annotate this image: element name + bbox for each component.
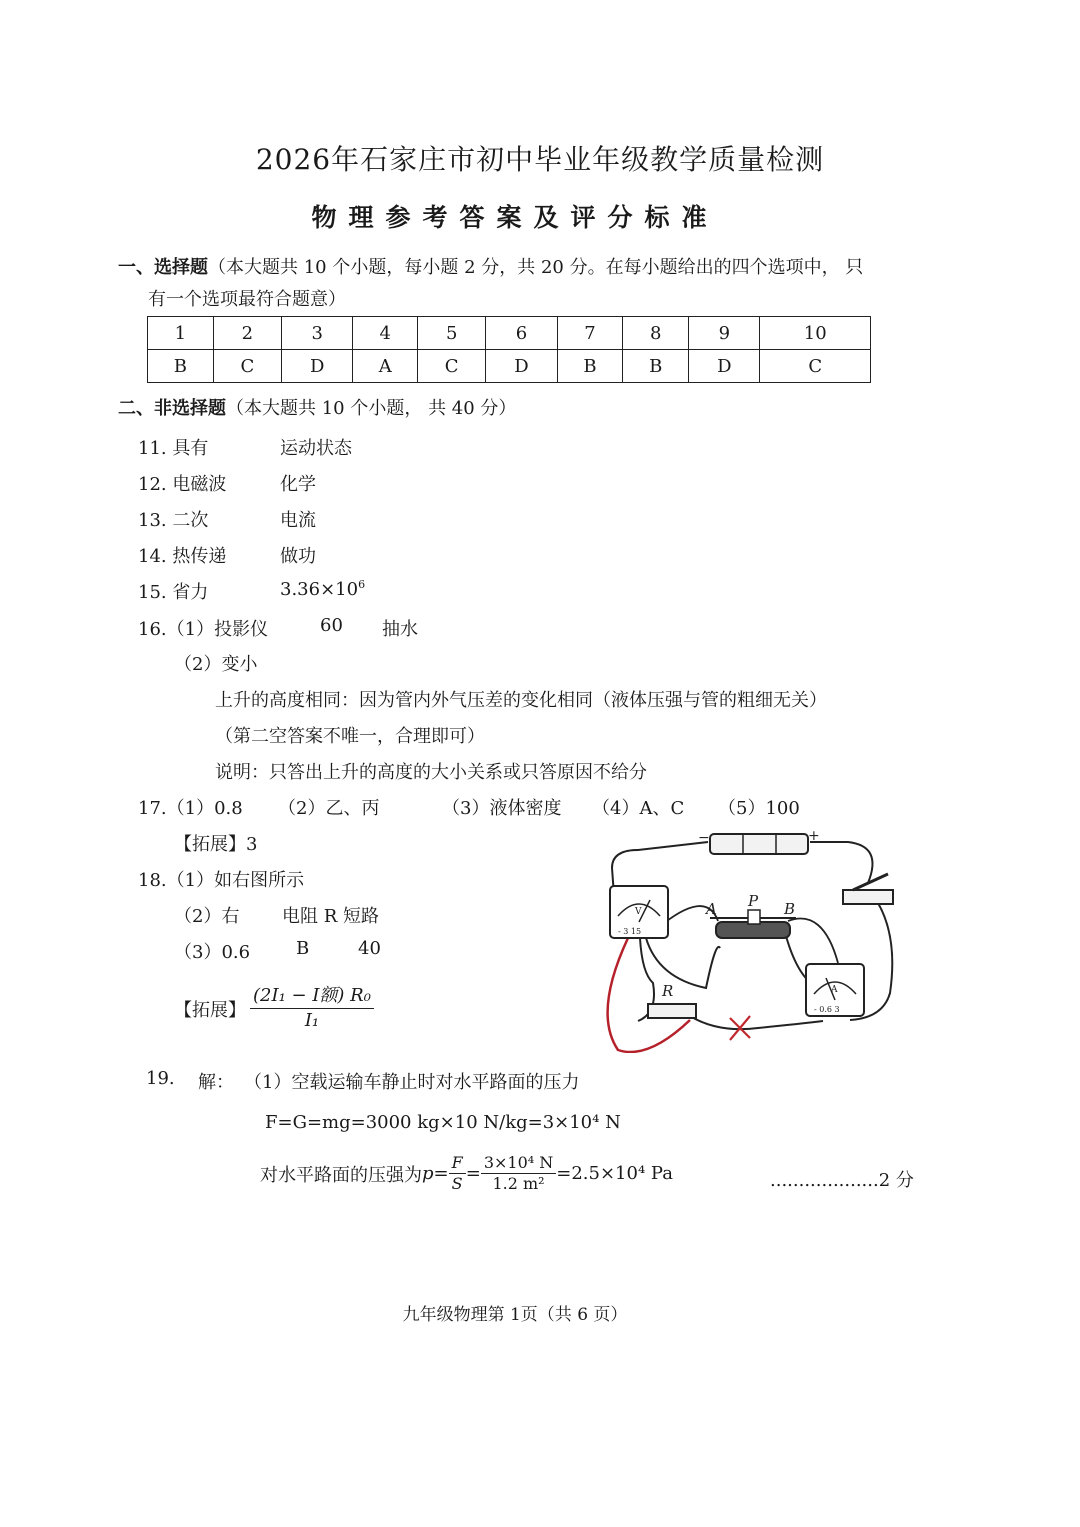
q19-l2: F=G=mg=3000 kg×10 N/kg=3×10⁴ N xyxy=(265,1112,621,1133)
ammeter-symbol: A xyxy=(831,985,838,995)
q19-l3-f-den: S xyxy=(451,1174,463,1193)
q19-jie: 解： xyxy=(198,1072,234,1093)
wire xyxy=(690,1016,823,1029)
table-cell: 9 xyxy=(689,317,760,350)
q18-p2b: 电阻 R 短路 xyxy=(282,906,379,927)
q19-l3 xyxy=(260,1153,673,1194)
page-subtitle: 物理参考答案及评分标准 xyxy=(311,203,719,232)
table-cell: C xyxy=(418,350,486,383)
q18-p2a: （2）右 xyxy=(174,906,240,927)
q12-a: 12. 电磁波 xyxy=(138,474,227,495)
answer-table xyxy=(147,316,871,383)
q15-exp: 6 xyxy=(358,578,366,591)
q19-l3-fraction-fs xyxy=(449,1153,466,1194)
rheostat-label-b: B xyxy=(784,900,796,918)
table-cell: 3 xyxy=(282,317,353,350)
q16-l1: 上升的高度相同：因为管内外气压差的变化相同（液体压强与管的粗细无关） xyxy=(215,690,827,711)
section1-desc-line1: （本大题共 10 个小题，每小题 2 分，共 20 分。在每小题给出的四个选项中， 只 xyxy=(208,257,864,278)
table-cell: 1 xyxy=(148,317,214,350)
q18-p3a: （3）0.6 xyxy=(174,942,251,963)
q17-p4: （4）A、C xyxy=(592,798,685,819)
battery-minus: − xyxy=(698,830,710,846)
q16-p2: （2）变小 xyxy=(174,654,258,675)
rheostat-slider xyxy=(748,910,760,924)
q16-p1c: 抽水 xyxy=(382,619,418,640)
table-cell: A xyxy=(353,350,418,383)
table-cell: 4 xyxy=(353,317,418,350)
table-cell: B xyxy=(557,350,623,383)
wire xyxy=(646,938,720,988)
section2-heading: 二、非选择题 xyxy=(118,398,226,419)
page-title: 2026年石家庄市初中毕业年级教学质量检测 xyxy=(255,143,825,176)
q12-b: 化学 xyxy=(280,474,316,495)
table-cell: 7 xyxy=(557,317,623,350)
q17-p2: （2）乙、丙 xyxy=(278,798,380,819)
q18-ext-label: 【拓展】 xyxy=(174,999,246,1021)
table-cell: C xyxy=(760,350,871,383)
table-cell: 2 xyxy=(213,317,281,350)
q14-b: 做功 xyxy=(280,546,316,567)
switch xyxy=(843,890,893,904)
q18-ext-numerator: (2I₁ − I额) R₀ xyxy=(250,984,374,1009)
q19-l3-pre: 对水平路面的压强为 xyxy=(260,1164,422,1186)
q18-ext-fraction xyxy=(250,984,374,1033)
table-cell: 10 xyxy=(760,317,871,350)
circuit-diagram xyxy=(598,828,928,1053)
q17-p1: 17.（1）0.8 xyxy=(138,798,243,819)
q18-p1: 18.（1）如右图所示 xyxy=(138,870,305,891)
rheostat-label-a: A xyxy=(706,900,717,918)
table-cell: 6 xyxy=(486,317,557,350)
q16-l2: （第二空答案不唯一，合理即可） xyxy=(215,726,485,747)
section2-heading-row xyxy=(118,394,516,420)
section1-heading-row xyxy=(118,253,863,279)
q15-value: 3.36×10 xyxy=(280,579,359,600)
q17-ext: 【拓展】3 xyxy=(174,834,258,855)
q19-score: ...................2 分 xyxy=(770,1170,914,1191)
q11-b: 运动状态 xyxy=(280,438,352,459)
resistor-label: R xyxy=(662,982,674,1000)
table-cell: D xyxy=(282,350,353,383)
red-wire xyxy=(608,938,690,1052)
q17-p5: （5）100 xyxy=(718,798,800,819)
table-cell: D xyxy=(486,350,557,383)
table-cell: B xyxy=(623,350,689,383)
q19-l3-p: p= xyxy=(422,1163,449,1184)
q18-p3c: 40 xyxy=(358,938,381,959)
q19-l3-fraction-values xyxy=(481,1153,556,1194)
voltmeter-marks: - 3 15 xyxy=(618,927,642,936)
q18-p3b: B xyxy=(296,938,310,959)
q16-l3: 说明：只答出上升的高度的大小关系或只答原因不给分 xyxy=(215,762,647,783)
voltmeter-symbol: V xyxy=(635,907,642,917)
q19-l3-res: =2.5×10⁴ Pa xyxy=(556,1163,673,1184)
resistor xyxy=(648,1004,696,1018)
wire xyxy=(788,919,838,963)
q15-b xyxy=(280,578,365,600)
q18-ext-denominator: I₁ xyxy=(304,1010,320,1031)
table-cell: 5 xyxy=(418,317,486,350)
section2-desc: （本大题共 10 个小题， 共 40 分） xyxy=(226,398,517,419)
answer-table-number-row xyxy=(148,317,871,350)
q13-a: 13. 二次 xyxy=(138,510,209,531)
q18-ext xyxy=(174,984,374,1033)
q19-l1: （1）空载运输车静止时对水平路面的压力 xyxy=(244,1072,580,1093)
q17-p3: （3）液体密度 xyxy=(442,798,562,819)
battery-plus: + xyxy=(808,828,820,844)
table-cell: 8 xyxy=(623,317,689,350)
table-cell: C xyxy=(213,350,281,383)
page-footer: 九年级物理第 1页（共 6 页） xyxy=(402,1305,628,1325)
section1-desc-line2: 有一个选项最符合题意） xyxy=(148,289,346,310)
q16-p1b: 60 xyxy=(320,615,343,636)
answer-table-answer-row xyxy=(148,350,871,383)
table-cell: D xyxy=(689,350,760,383)
q16-p1: 16.（1）投影仪 xyxy=(138,619,269,640)
rheostat-label-p: P xyxy=(748,892,759,910)
q19-l3-num: 3×10⁴ N xyxy=(481,1153,556,1174)
q19-l3-den: 1.2 m² xyxy=(492,1174,545,1193)
q19-num: 19. xyxy=(146,1068,175,1089)
q13-b: 电流 xyxy=(280,510,316,531)
ammeter-marks: - 0.6 3 xyxy=(814,1005,840,1014)
battery xyxy=(710,834,808,854)
section1-heading: 一、选择题 xyxy=(118,257,208,278)
wire xyxy=(810,842,873,883)
q15-a: 15. 省力 xyxy=(138,582,209,603)
q11-a: 11. 具有 xyxy=(138,438,209,459)
q19-l3-eq: = xyxy=(465,1163,481,1184)
table-cell: B xyxy=(148,350,214,383)
q14-a: 14. 热传递 xyxy=(138,546,227,567)
q19-l3-f-num: F xyxy=(449,1153,466,1174)
